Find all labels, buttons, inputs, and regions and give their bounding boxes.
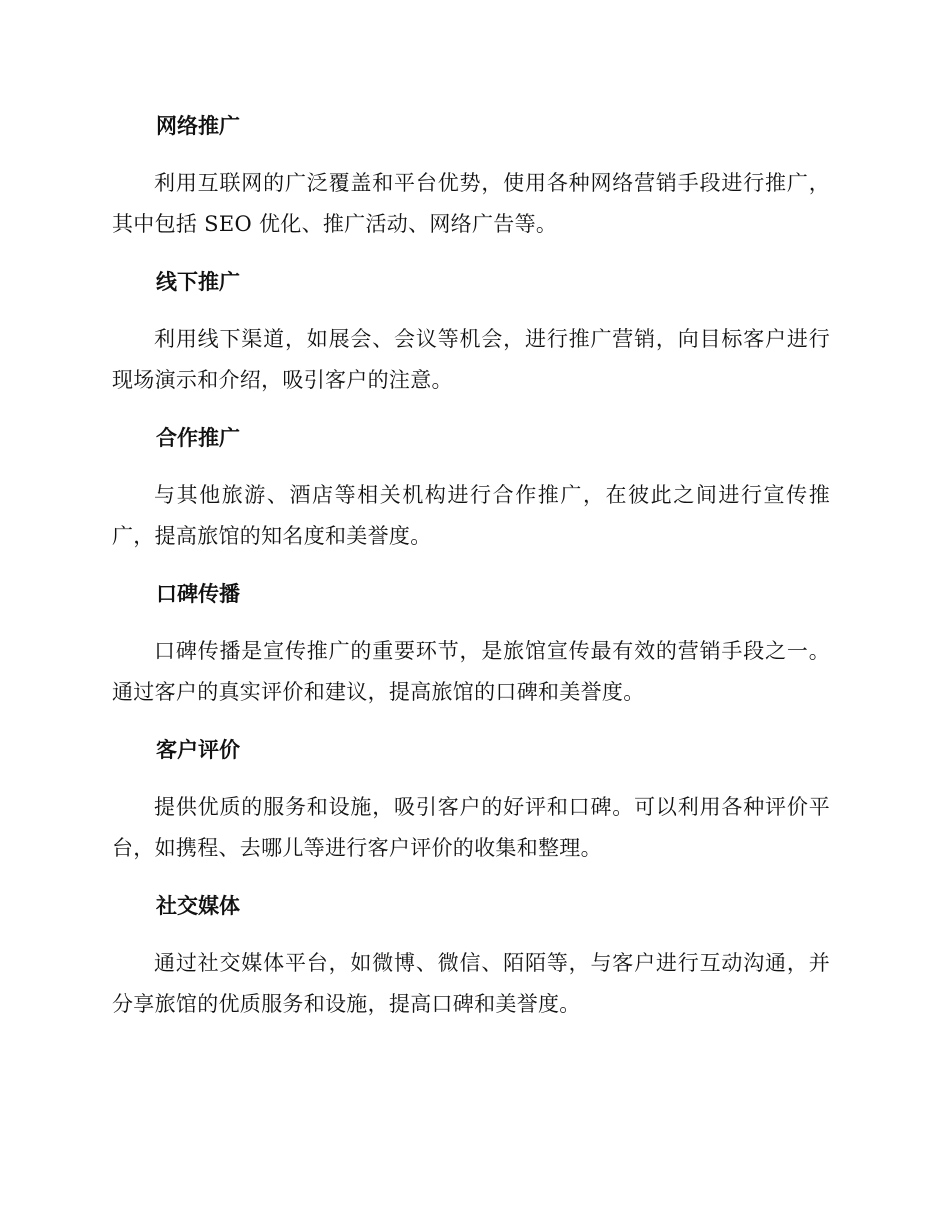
- section-body: 口碑传播是宣传推广的重要环节，是旅馆宣传最有效的营销手段之一。通过客户的真实评价和建议，提高旅馆的口碑和美誉度。: [112, 639, 830, 704]
- section-heading: 合作推广: [156, 426, 240, 450]
- section-heading: 网络推广: [156, 114, 240, 138]
- section-heading: 社交媒体: [156, 894, 240, 918]
- section-word-of-mouth: [112, 576, 830, 713]
- section-social-media: [112, 888, 830, 1025]
- section-body: 与其他旅游、酒店等相关机构进行合作推广，在彼此之间进行宣传推广，提高旅馆的知名度和美誉度。: [112, 483, 830, 548]
- section-online-promotion: [112, 108, 830, 245]
- section-offline-promotion: [112, 264, 830, 401]
- section-heading: 口碑传播: [156, 582, 240, 606]
- section-heading: 线下推广: [156, 270, 240, 294]
- document-content: [112, 108, 830, 1025]
- section-body: 利用互联网的广泛覆盖和平台优势，使用各种网络营销手段进行推广，其中包括 SEO 优化、推广活动、网络广告等。: [112, 171, 830, 236]
- section-body: 提供优质的服务和设施，吸引客户的好评和口碑。可以利用各种评价平台，如携程、去哪儿等进行客户评价的收集和整理。: [112, 795, 830, 860]
- section-body: 通过社交媒体平台，如微博、微信、陌陌等，与客户进行互动沟通，并分享旅馆的优质服务和设施，提高口碑和美誉度。: [112, 951, 830, 1016]
- section-body: 利用线下渠道，如展会、会议等机会，进行推广营销，向目标客户进行现场演示和介绍，吸引客户的注意。: [112, 327, 830, 392]
- section-partner-promotion: [112, 420, 830, 557]
- section-heading: 客户评价: [156, 738, 240, 762]
- section-customer-reviews: [112, 732, 830, 869]
